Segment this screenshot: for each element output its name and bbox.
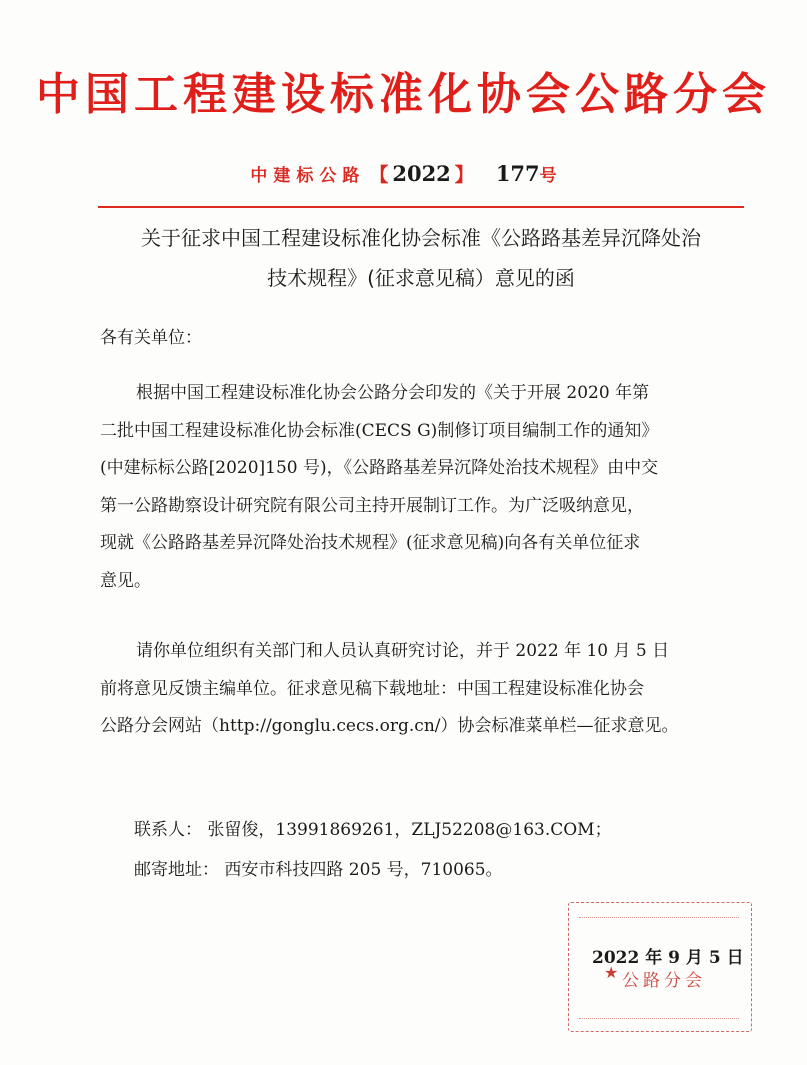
- contact-person-label: 联系人：: [134, 820, 202, 840]
- signature-organization: 公路分会: [622, 971, 706, 991]
- body-paragraph-2: [100, 633, 746, 746]
- paragraph-line: (中建标标公路[2020]150 号)，《公路路基差异沉降处治技术规程》由中交: [100, 458, 659, 479]
- doc-number-open-bracket: 【: [369, 164, 389, 186]
- paragraph-line: 根据中国工程建设标准化协会公路分会印发的《关于开展 2020 年第: [136, 383, 650, 403]
- letterhead-title: 中国工程建设标准化协会公路分会: [36, 69, 771, 120]
- paragraph-line: 第一公路勘察设计研究院有限公司主持开展制订工作。为广泛吸纳意见，: [100, 495, 644, 516]
- doc-number-sequence: 177: [495, 161, 540, 186]
- contact-person-value: 张留俊，13991869261，ZLJ52208@163.COM；: [207, 820, 612, 840]
- subject-line-2: 技术规程》(征求意见稿）意见的函: [267, 266, 575, 290]
- paragraph-line: 二批中国工程建设标准化协会标准(CECS G)制修订项目编制工作的通知》: [100, 420, 659, 441]
- paragraph-line: 现就《公路路基差异沉降处治技术规程》(征求意见稿)向各有关单位征求: [100, 533, 641, 554]
- contact-address-value: 西安市科技四路 205 号，710065。: [224, 860, 503, 880]
- doc-number-year: 2022: [392, 161, 451, 186]
- subject-line-1: 关于征求中国工程建设标准化协会标准《公路路基差异沉降处治: [141, 226, 701, 250]
- salutation: 各有关单位：: [100, 328, 202, 348]
- body-paragraph-1: [100, 375, 746, 601]
- seal-star-icon: ★: [604, 963, 619, 982]
- signature-date: 2022 年 9 月 5 日: [592, 948, 744, 968]
- letterhead-divider: [98, 206, 744, 208]
- doc-number-prefix: 中建标公路: [250, 166, 366, 186]
- letter-subject: [98, 218, 744, 298]
- contact-person: [134, 818, 612, 842]
- paragraph-line: 公路分会网站（http://gonglu.cecs.org.cn/）协会标准菜单栏—征求意见。: [100, 716, 679, 737]
- paragraph-line: 前将意见反馈主编单位。征求意见稿下载地址：中国工程建设标准化协会: [100, 678, 644, 699]
- doc-number-suffix: 号: [539, 166, 557, 186]
- contact-address: [134, 858, 503, 882]
- paragraph-line: 请你单位组织有关部门和人员认真研究讨论，并于 2022 年 10 月 5 日: [136, 641, 670, 661]
- document-number: [0, 160, 807, 187]
- doc-number-close-bracket: 】: [454, 164, 474, 186]
- contact-address-label: 邮寄地址：: [134, 860, 219, 880]
- paragraph-line: 意见。: [100, 570, 151, 591]
